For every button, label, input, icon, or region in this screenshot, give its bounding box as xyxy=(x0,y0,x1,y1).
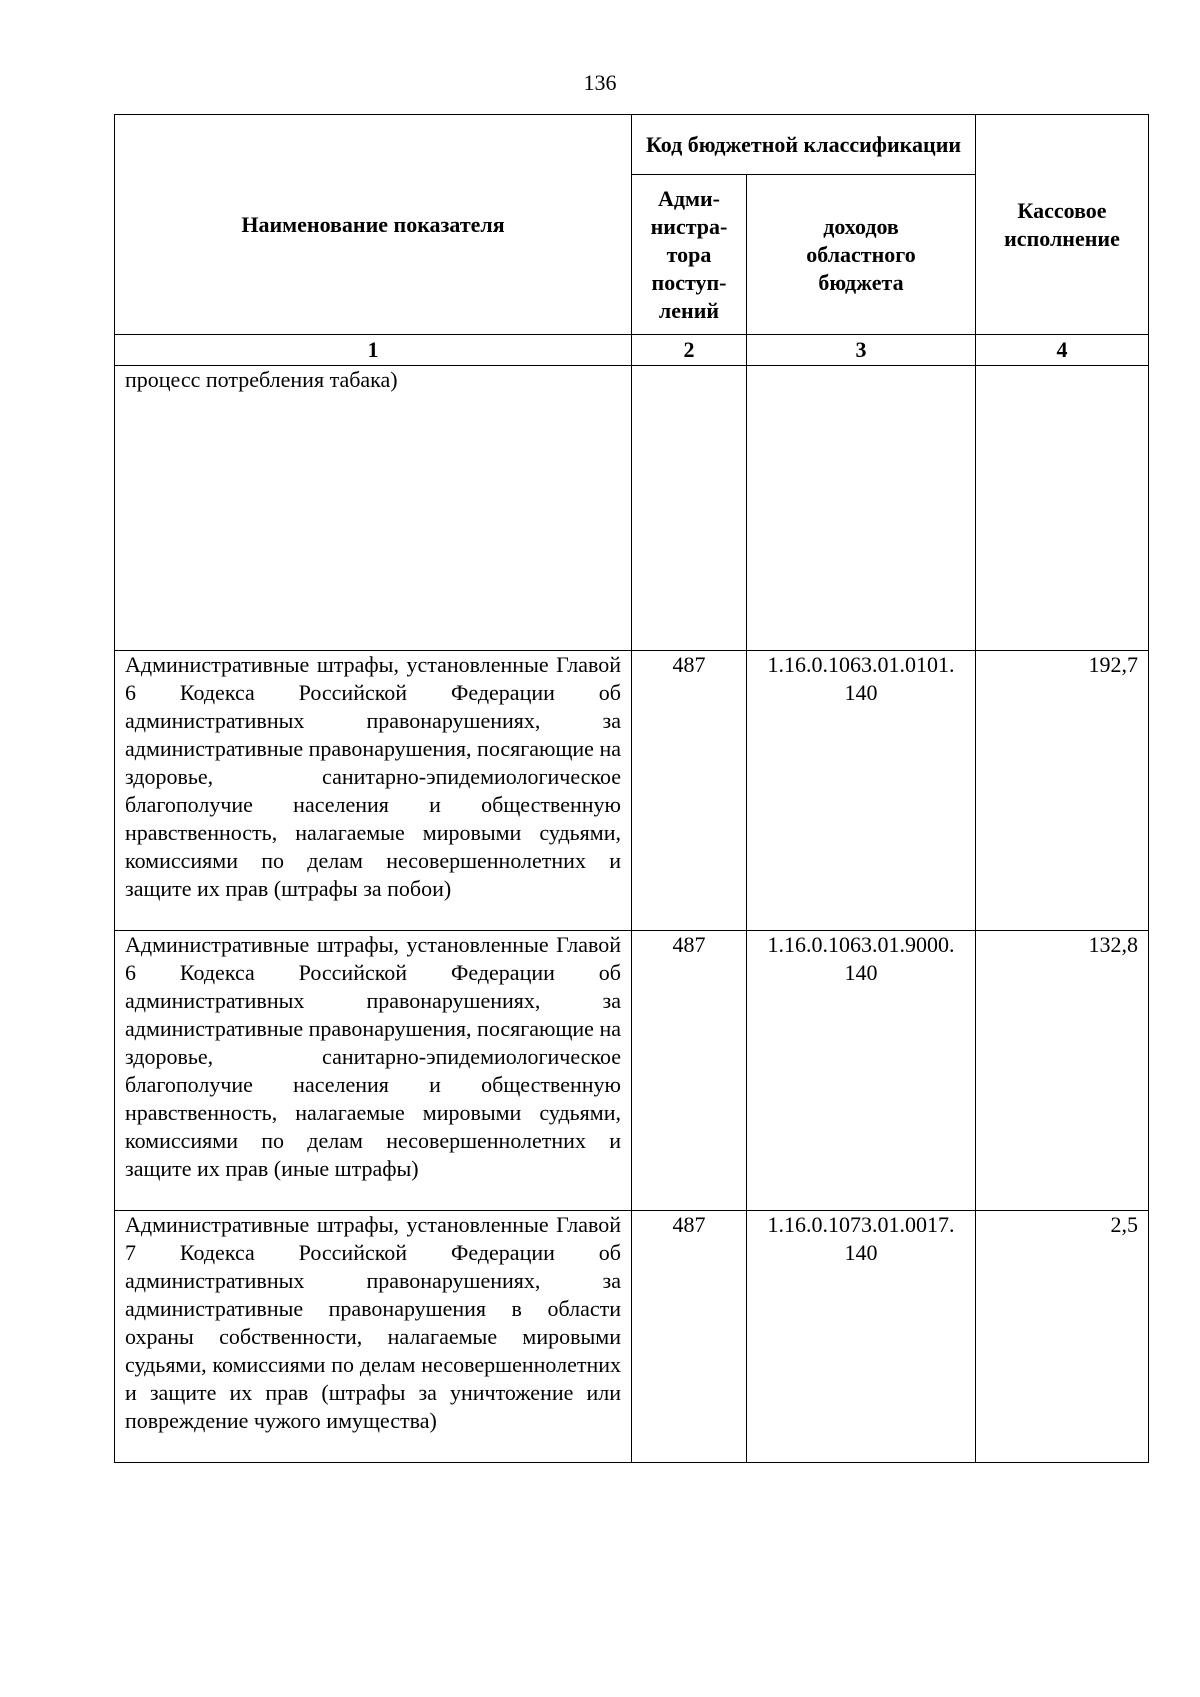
header-admin: Адми- нистра- тора поступ- лений xyxy=(632,175,747,335)
header-name: Наименование показателя xyxy=(115,115,632,335)
cash-value: 192,7 xyxy=(976,651,1149,931)
admin-code: 487 xyxy=(632,651,747,931)
budget-table xyxy=(114,114,1149,1463)
cash-value xyxy=(976,366,1149,651)
column-number: 2 xyxy=(632,335,747,366)
table-row xyxy=(115,366,1149,651)
income-code xyxy=(747,366,976,651)
indicator-name: процесс потребления табака) xyxy=(115,366,632,651)
header-code-group: Код бюджетной классификации xyxy=(632,115,976,175)
income-code: 1.16.0.1063.01.9000. 140 xyxy=(747,931,976,1211)
header-income: доходов областного бюджета xyxy=(747,175,976,335)
income-code: 1.16.0.1063.01.0101. 140 xyxy=(747,651,976,931)
table-row xyxy=(115,651,1149,931)
cash-value: 2,5 xyxy=(976,1211,1149,1463)
page-number: 136 xyxy=(583,70,617,95)
table-row xyxy=(115,1211,1149,1463)
indicator-name: Административные штрафы, установленные Главой 6 Кодекса Российской Федерации об административных правонарушениях, за административные правонарушения, посягающие на здоровье, санитарно-эпидемиологическое благополучие населения и общественную нравственность, налагаемые мировыми судьями, комиссиями по делам несовершеннолетних и защите их прав (штрафы за побои) xyxy=(115,651,632,931)
indicator-name: Административные штрафы, установленные Главой 6 Кодекса Российской Федерации об административных правонарушениях, за административные правонарушения, посягающие на здоровье, санитарно-эпидемиологическое благополучие населения и общественную нравственность, налагаемые мировыми судьями, комиссиями по делам несовершеннолетних и защите их прав (иные штрафы) xyxy=(115,931,632,1211)
column-number: 1 xyxy=(115,335,632,366)
header-cash: Кассовое исполнение xyxy=(976,115,1149,335)
column-number: 3 xyxy=(747,335,976,366)
income-code: 1.16.0.1073.01.0017. 140 xyxy=(747,1211,976,1463)
admin-code xyxy=(632,366,747,651)
table-row xyxy=(115,931,1149,1211)
column-number: 4 xyxy=(976,335,1149,366)
admin-code: 487 xyxy=(632,931,747,1211)
cash-value: 132,8 xyxy=(976,931,1149,1211)
indicator-name: Административные штрафы, установленные Главой 7 Кодекса Российской Федерации об административных правонарушениях, за административные правонарушения в области охраны собственности, налагаемые мировыми судьями, комиссиями по делам несовершеннолетних и защите их прав (штрафы за уничтожение или повреждение чужого имущества) xyxy=(115,1211,632,1463)
admin-code: 487 xyxy=(632,1211,747,1463)
